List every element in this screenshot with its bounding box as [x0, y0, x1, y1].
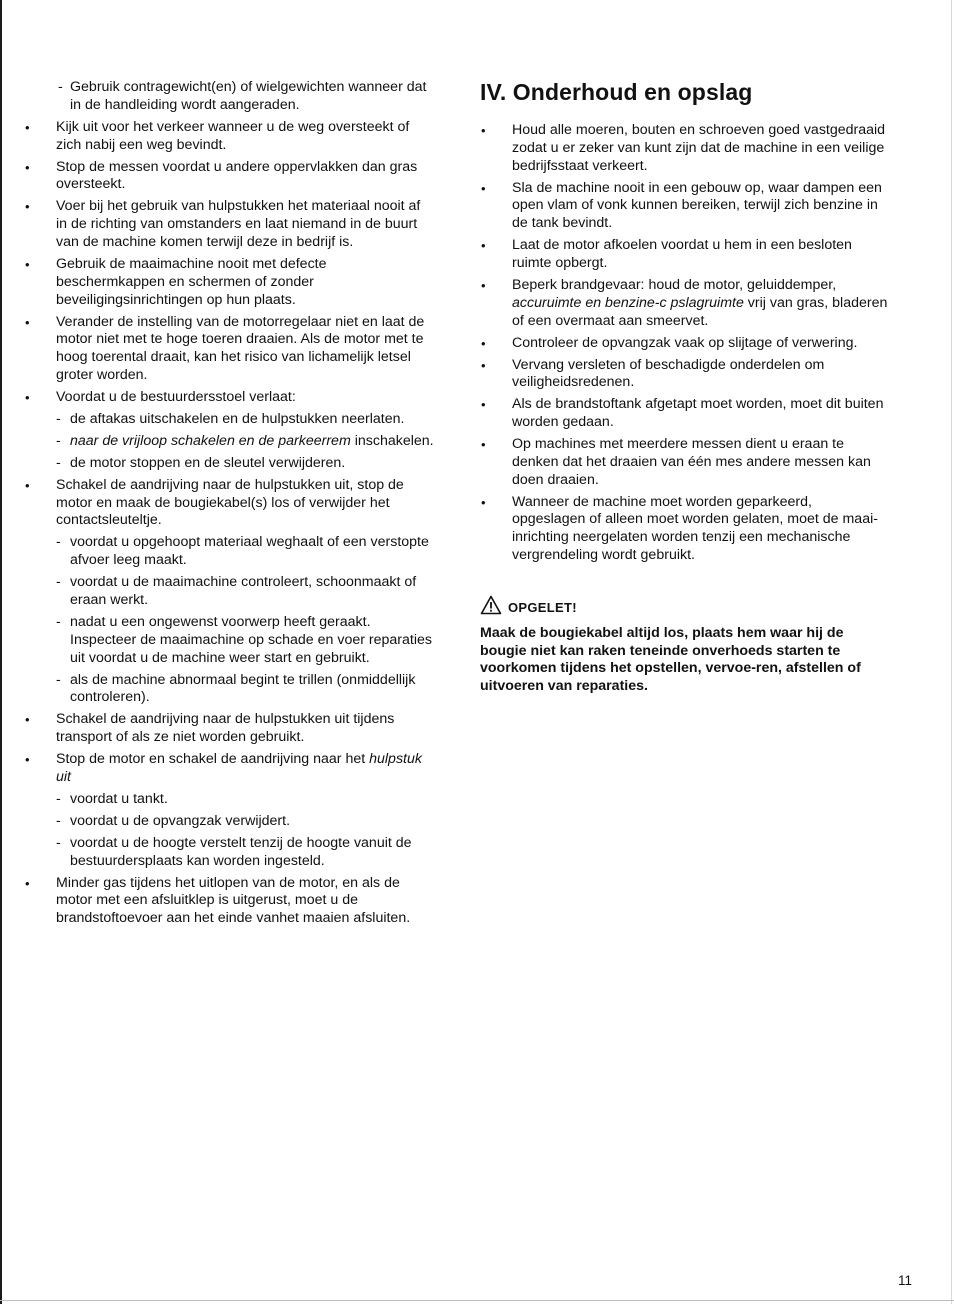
list-item-text: Vervang versleten of beschadigde onderdelen om veiligheidsredenen. [512, 356, 825, 391]
list-item-text: Voordat u de bestuurdersstoel verlaat: [56, 388, 296, 405]
section-title: IV. Onderhoud en opslag [480, 79, 753, 105]
sub-item-text: de aftakas uitschakelen en de hulpstukken neerlaten. [70, 410, 405, 427]
sub-item-text-rest: inschakelen. [354, 432, 434, 449]
bullet-marker: • [481, 357, 486, 373]
sub-list-item [56, 433, 434, 451]
dash-marker: - [56, 432, 61, 449]
list-item [480, 122, 888, 175]
list-item-text: Stop de motor en schakel de aandrijving naar het [56, 751, 366, 768]
list-item [24, 159, 434, 195]
sub-item-text: voordat u tankt. [70, 790, 168, 807]
bullet-marker: • [481, 277, 486, 293]
bullet-marker: • [25, 875, 30, 891]
list-item-text: Controleer de opvangzak vaak op slijtage of verwering. [512, 334, 858, 351]
list-item-text: Beperk brandgevaar: houd de motor, geluiddemper, [512, 276, 837, 293]
sub-item-text: voordat u de opvangzak verwijdert. [70, 812, 291, 829]
sub-list-item [56, 411, 434, 429]
list-item-text: Kijk uit voor het verkeer wanneer u de weg oversteekt of zich nabij een weg bevindt. [56, 118, 410, 153]
bullet-marker: • [481, 335, 486, 351]
sub-list [56, 791, 434, 871]
list-item-text: Als de brandstoftank afgetapt moet worden, moet dit buiten worden gedaan. [512, 396, 884, 431]
list-item [24, 389, 434, 473]
right-column [480, 79, 888, 696]
list-item [24, 198, 434, 251]
list-item [480, 494, 888, 565]
list-item [24, 477, 434, 707]
sub-list-item [56, 672, 434, 708]
page-right-edge [951, 0, 952, 1304]
bullet-marker: • [481, 494, 486, 510]
list-item [24, 875, 434, 928]
dash-marker: - [56, 574, 61, 591]
bullet-marker: • [25, 389, 30, 405]
list-item-text: Houd alle moeren, bouten en schroeven goed vastgedraaid zodat u er zeker van kunt zijn dat de machine in een veilige bedrijfsstaat verkeert. [512, 122, 886, 174]
warning-header [480, 595, 888, 615]
dash-marker: - [56, 454, 61, 471]
page-left-edge [0, 0, 2, 1304]
list-item [480, 436, 888, 489]
list-item-text: Wanneer de machine moet worden geparkeerd, opgeslagen of alleen moet worden gelaten, moet de maai-inrichting neergelaten worden tenzij een mechanische vergrendeling wordt gebruikt. [512, 493, 878, 564]
dash-marker: - [56, 812, 61, 829]
sub-item-text: naar de vrijloop schakelen en de parkeerrem [70, 432, 351, 449]
sub-item-text: voordat u opgehoopt materiaal weghaalt of een verstopte afvoer leeg maakt. [70, 534, 429, 569]
list-item [480, 357, 888, 393]
bullet-marker: • [25, 712, 30, 728]
bullet-marker: • [25, 314, 30, 330]
list-item-text: Verander de instelling van de motorregelaar niet en laat de motor niet met te hoge toeren draaien. Als de motor met te hoog toerental draait, kan het risico van lichamelijk letsel groter worden. [56, 313, 425, 383]
list-item [480, 237, 888, 273]
list-item-text-tail: vrij van gras, bladeren of een overmaat aan smeervet. [512, 294, 888, 329]
list-item-text-italic: hulpstuk uit [56, 751, 422, 785]
page-bottom-rule [0, 1300, 954, 1301]
list-item [24, 314, 434, 385]
warning-triangle-icon [480, 595, 502, 615]
bullet-marker: • [25, 199, 30, 215]
sub-item-text: de motor stoppen en de sleutel verwijderen. [70, 454, 346, 471]
list-item-text: Schakel de aandrijving naar de hulpstukken uit tijdens transport of als ze niet worden gebruikt. [56, 711, 395, 746]
warning-text: Maak de bougiekabel altijd los, plaats hem waar hij de bougie niet kan raken teneinde onverhoeds starten te voorkomen tijdens het opstellen, vervoe-ren, afstellen of uitvoeren van reparaties. [480, 624, 861, 695]
list-item-text: Op machines met meerdere messen dient u eraan te denken dat het draaien van één mes andere messen kan doen draaien. [512, 436, 871, 488]
bullet-marker: • [481, 437, 486, 453]
bullet-marker: • [481, 397, 486, 413]
sub-list-item [56, 455, 434, 473]
list-item-text: Gebruik de maaimachine nooit met defecte beschermkappen en schermen of zonder beveiligingsinrichtingen op hun plaats. [56, 255, 327, 308]
sub-list-item [56, 614, 434, 667]
sub-item-text: nadat u een ongewenst voorwerp heeft geraakt. Inspecteer de maaimachine op schade en voer reparaties uit voordat u de machine weer start en gebruikt. [70, 613, 432, 666]
list-item-text: Laat de motor afkoelen voordat u hem in een besloten ruimte opbergt. [512, 237, 852, 271]
page-number: 11 [898, 1273, 913, 1288]
list-item-text: Stop de messen voordat u andere oppervlakken dan gras oversteekt. [56, 158, 418, 193]
list-item [24, 119, 434, 155]
sub-list [56, 534, 434, 707]
left-list [24, 79, 434, 928]
bullet-marker: • [25, 477, 30, 493]
sub-list-item [56, 791, 434, 809]
bullet-marker: • [25, 159, 30, 175]
left-column [24, 79, 434, 932]
list-item [480, 396, 888, 432]
list-item-text: Sla de machine nooit in een gebouw op, waar dampen een open vlam of vonk kunnen bereiken, terwijl zich benzine in de tank bevindt. [512, 179, 882, 232]
list-item [24, 751, 434, 870]
list-item [24, 711, 434, 747]
dash-marker: - [56, 834, 61, 851]
list-item-text: Voer bij het gebruik van hulpstukken het materiaal nooit af in de richting van omstanders en laat niemand in de buurt van de machine komen terwijl deze in bedrijf is. [56, 198, 421, 250]
dash-marker: - [56, 410, 61, 427]
sub-list-item [56, 813, 434, 831]
bullet-marker: • [481, 123, 486, 138]
sub-list-item [56, 835, 434, 871]
dash-marker: - [56, 790, 61, 807]
dash-marker: - [56, 671, 61, 688]
dash-marker: - [56, 613, 61, 630]
dash-marker: - [58, 79, 63, 95]
right-list [480, 122, 888, 565]
sub-item-text: voordat u de hoogte verstelt tenzij de hoogte vanuit de bestuurdersplaats kan worden ingesteld. [70, 834, 412, 869]
bullet-marker: • [25, 119, 30, 135]
list-item-text-italic: accuruimte en benzine-c pslagruimte [512, 294, 744, 311]
bullet-marker: • [25, 752, 30, 768]
list-item [480, 277, 888, 330]
bullet-marker: • [25, 256, 30, 272]
sub-item-text: als de machine abnormaal begint te trillen (onmiddellijk controleren). [70, 671, 416, 706]
sub-list-item [56, 574, 434, 610]
list-item [480, 180, 888, 233]
bullet-marker: • [481, 238, 486, 254]
dash-marker: - [56, 534, 61, 551]
sub-list-item [56, 534, 434, 570]
warning-label: OPGELET! [508, 599, 577, 615]
list-item-text: Gebruik contragewicht(en) of wielgewichten wanneer dat in de handleiding wordt aangeraden. [70, 79, 427, 113]
bullet-marker: • [481, 180, 486, 196]
list-item [24, 79, 434, 115]
list-item [24, 256, 434, 309]
sub-item-text: voordat u de maaimachine controleert, schoonmaakt of eraan werkt. [70, 574, 417, 608]
list-item-text: Minder gas tijdens het uitlopen van de motor, en als de motor met een afsluitklep is uitgerust, moet u de brandstoftoevoer aan het einde vanhet maaien afsluiten. [56, 874, 411, 927]
list-item [480, 335, 888, 353]
list-item-text: Schakel de aandrijving naar de hulpstukken uit, stop de motor en maak de bougiekabel(s) los of verwijder het contactsleuteltje. [56, 476, 404, 529]
sub-list [56, 411, 434, 473]
